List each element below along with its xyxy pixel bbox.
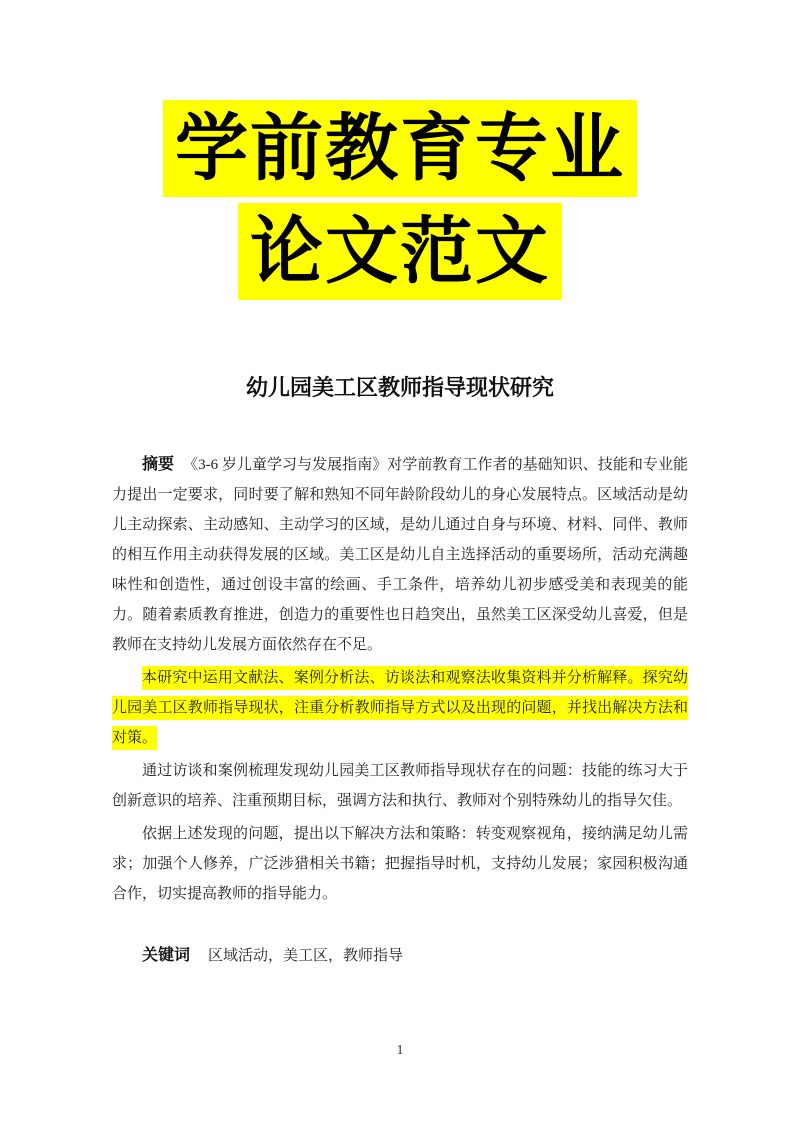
keywords-text: 区域活动，美工区，教师指导 [208, 948, 404, 964]
abstract-section [112, 450, 688, 971]
abstract-paragraph-text: 《3-6 岁儿童学习与发展指南》对学前教育工作者的基础知识、技能和专业能力提出一定要求，同时要了解和熟知不同年龄阶段幼儿的身心发展特点。区域活动是幼儿主动探索、主动感知、主动学习的区域，是幼儿通过自身与环境、材料、同伴、教师的相互作用主动获得发展的区域。美工区是幼儿自主选择活动的重要场所，活动充满趣味性和创造性，通过创设丰富的绘画、手工条件，培养幼儿初步感受美和表现美的能力。随着素质教育推进，创造力的重要性也日趋突出，虽然美工区深受幼儿喜爱，但是教师在支持幼儿发展方面依然存在不足。 [112, 457, 688, 653]
highlighted-methods-text: 本研究中运用文献法、案例分析法、访谈法和观察法收集资料并分析解释。探究幼儿园美工区教师指导现状，注重分析教师指导方式以及出现的问题，并找出解决方法和对策。 [112, 666, 688, 750]
keywords-line [112, 941, 688, 971]
findings-paragraph: 通过访谈和案例梳理发现幼儿园美工区教师指导现状存在的问题：技能的练习大于创新意识的培养、注重预期目标，强调方法和执行、教师对个别特殊幼儿的指导欠佳。 [112, 763, 688, 809]
document-title: 幼儿园美工区教师指导现状研究 [245, 375, 554, 400]
banner [0, 0, 800, 306]
banner-line-1: 学前教育专业 [163, 100, 637, 197]
page-number: 1 [396, 1043, 404, 1058]
strategies-paragraph: 依据上述发现的问题，提出以下解决方法和策略：转变观察视角，接纳满足幼儿需求；加强个人修养，广泛涉猎相关书籍；把握指导时机，支持幼儿发展；家园积极沟通合作，切实提高教师的指导能力。 [112, 826, 688, 902]
methods-paragraph [112, 663, 688, 753]
keywords-label: 关键词 [142, 947, 191, 964]
abstract-paragraph [112, 450, 688, 660]
banner-line-2: 论文范文 [238, 203, 562, 300]
abstract-label: 摘要 [142, 456, 175, 473]
